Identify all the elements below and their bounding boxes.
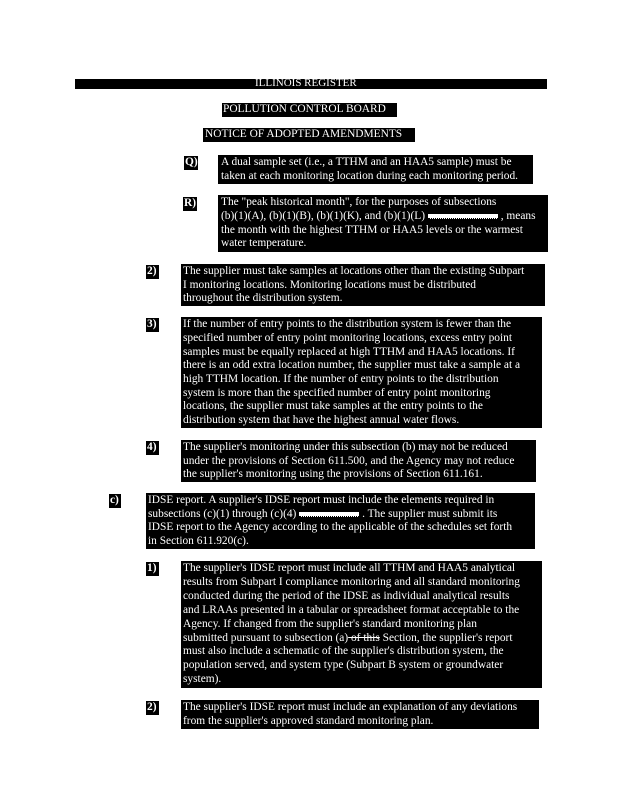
b3-line-5: high TTHM location. If the number of entry points to the distribution bbox=[183, 373, 499, 385]
b3-line-4: there is an odd extra location number, the supplier must take a sample at a bbox=[183, 359, 521, 371]
c1-line-9: system). bbox=[183, 673, 222, 685]
c-line-1: IDSE report. A supplier's IDSE report must include the elements required in bbox=[148, 494, 495, 506]
r-line-2: (b)(1)(A), (b)(1)(B), (b)(1)(K), and (b)(1)(L) , means bbox=[221, 210, 536, 222]
item-b2-number: 2) bbox=[146, 265, 159, 279]
item-q-text bbox=[218, 155, 533, 184]
b3-line-7: locations, the supplier must take samples at the entry points to the bbox=[183, 400, 483, 412]
b3-line-2: specified number of entry point monitoring locations, excess entry point bbox=[183, 332, 512, 344]
register-title: ILLINOIS REGISTER bbox=[255, 77, 357, 89]
item-c1-number: 1) bbox=[146, 562, 159, 576]
item-r-text bbox=[218, 195, 548, 252]
c2-line-2: from the supplier's approved standard monitoring plan. bbox=[183, 715, 434, 727]
redaction-mark bbox=[428, 214, 498, 219]
c1-line-8: population served, and system type (Subpart B system or groundwater bbox=[183, 659, 504, 671]
q-line-2: taken at each monitoring location during each monitoring period. bbox=[221, 170, 519, 182]
r-line-4: water temperature. bbox=[221, 237, 307, 249]
c-line-2: subsections (c)(1) through (c)(4) . The supplier must submit its bbox=[148, 508, 498, 520]
item-q-number: Q) bbox=[185, 156, 198, 168]
item-c-text bbox=[146, 493, 535, 549]
item-r-number: R) bbox=[184, 197, 197, 209]
item-b2-text bbox=[181, 264, 545, 306]
b2-line-3: throughout the distribution system. bbox=[183, 292, 343, 304]
c1-line-6: submitted pursuant to subsection (a) of this Section, the supplier's report bbox=[183, 632, 513, 644]
item-b4-number: 4) bbox=[146, 441, 159, 455]
b3-line-6: system is more than the specified number of entry point monitoring bbox=[183, 387, 491, 399]
c1-line-2: results from Subpart I compliance monitoring and all standard monitoring bbox=[183, 576, 520, 588]
b3-line-8: distribution system that have the highest annual water flows. bbox=[183, 414, 460, 426]
b4-line-3: the supplier's monitoring using the provisions of Section 611.161. bbox=[183, 468, 483, 480]
item-b3-number: 3) bbox=[146, 318, 159, 332]
r-line-1: The "peak historical month", for the purposes of subsections bbox=[221, 196, 497, 208]
r-line-3: the month with the highest TTHM or HAA5 levels or the warmest bbox=[221, 224, 523, 236]
c1-line-7: must also include a schematic of the supplier's distribution system, the bbox=[183, 645, 504, 657]
b2-line-1: The supplier must take samples at locations other than the existing Subpart bbox=[183, 265, 525, 277]
notice-title-box bbox=[203, 128, 415, 142]
notice-title: NOTICE OF ADOPTED AMENDMENTS bbox=[205, 128, 403, 140]
item-c2-text bbox=[181, 700, 539, 729]
b4-line-2: under the provisions of Section 611.500, and the Agency may not reduce bbox=[183, 455, 515, 467]
item-b4-text bbox=[181, 440, 536, 482]
c-line-4: in Section 611.920(c). bbox=[148, 535, 249, 547]
item-b3-text bbox=[181, 317, 542, 428]
redaction-mark bbox=[299, 512, 359, 517]
item-c2-number: 2) bbox=[146, 701, 159, 715]
b3-line-3: samples must be equally replaced at high TTHM and HAA5 locations. If bbox=[183, 346, 515, 358]
item-c1-text bbox=[181, 561, 542, 688]
c1-line-5: Agency. If changed from the supplier's standard monitoring plan bbox=[183, 618, 477, 630]
c2-line-1: The supplier's IDSE report must include an explanation of any deviations bbox=[183, 701, 518, 713]
c1-line-3: conducted during the period of the IDSE as individual analytical results bbox=[183, 590, 510, 602]
struck-text: of this bbox=[348, 632, 380, 644]
b3-line-1: If the number of entry points to the distribution system is fewer than the bbox=[183, 318, 512, 330]
board-title: POLLUTION CONTROL BOARD bbox=[223, 103, 386, 115]
board-title-box bbox=[222, 103, 397, 117]
c1-line-4: and LRAAs presented in a tabular or spreadsheet format acceptable to the bbox=[183, 604, 520, 616]
q-line-1: A dual sample set (i.e., a TTHM and an HAA5 sample) must be bbox=[221, 156, 512, 168]
b2-line-2: I monitoring locations. Monitoring locations must be distributed bbox=[183, 279, 476, 291]
c-line-3: IDSE report to the Agency according to the applicable of the schedules set forth bbox=[148, 521, 513, 533]
item-c-number: c) bbox=[109, 494, 121, 508]
c1-line-1: The supplier's IDSE report must include all TTHM and HAA5 analytical bbox=[183, 562, 516, 574]
b4-line-1: The supplier's monitoring under this subsection (b) may not be reduced bbox=[183, 441, 508, 453]
